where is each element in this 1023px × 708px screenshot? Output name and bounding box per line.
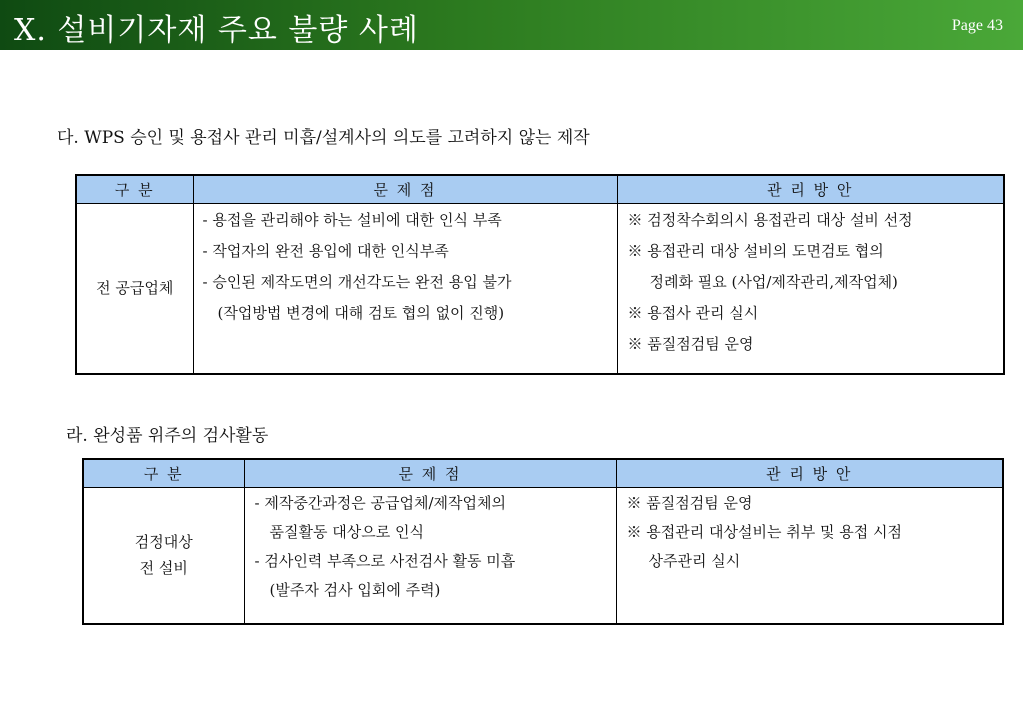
header-bar	[0, 0, 1023, 50]
header-problem: 문 제 점	[193, 175, 617, 204]
solution-cell	[617, 204, 1004, 374]
solution-cell	[616, 488, 1003, 624]
problem-item: (발주자 검사 입회에 주력)	[269, 581, 441, 599]
category-label: 검정대상	[134, 533, 193, 552]
table-row	[76, 204, 1004, 374]
header-category: 구 분	[83, 459, 244, 488]
table-header-row	[83, 459, 1003, 488]
problem-item: - 작업자의 완전 용입에 대한 인식부족	[202, 242, 449, 260]
problem-cell	[193, 204, 617, 374]
solution-item: ※ 품질점검팀 운영	[626, 494, 753, 512]
header-problem: 문 제 점	[244, 459, 616, 488]
category-label: 전 공급업체	[96, 279, 174, 298]
section2-title: 라. 완성품 위주의 검사활동	[66, 426, 269, 446]
problem-item: - 제작중간과정은 공급업체/제작업체의	[254, 494, 506, 512]
solution-item: ※ 품질점검팀 운영	[627, 335, 754, 353]
header-solution: 관 리 방 안	[616, 459, 1003, 488]
category-cell	[76, 204, 193, 374]
solution-item: 정례화 필요 (사업/제작관리,제작업체)	[649, 273, 898, 291]
problem-cell	[244, 488, 616, 624]
section2-table	[82, 458, 1004, 625]
section1-table	[75, 174, 1005, 375]
solution-item: ※ 용접관리 대상 설비의 도면검토 협의	[627, 242, 884, 260]
solution-item: ※ 용접사 관리 실시	[627, 304, 759, 322]
problem-item: - 검사인력 부족으로 사전검사 활동 미흡	[254, 552, 516, 570]
problem-item: (작업방법 변경에 대해 검토 협의 없이 진행)	[217, 304, 505, 322]
header-category: 구 분	[76, 175, 193, 204]
solution-item: 상주관리 실시	[648, 552, 741, 570]
problem-item: - 승인된 제작도면의 개선각도는 완전 용입 불가	[202, 273, 512, 291]
problem-item: 품질활동 대상으로 인식	[269, 523, 424, 541]
header-solution: 관 리 방 안	[617, 175, 1004, 204]
solution-item: ※ 용접관리 대상설비는 취부 및 용접 시점	[626, 523, 902, 541]
table-row	[83, 488, 1003, 624]
category-label: 전 설비	[139, 559, 188, 578]
page-number: Page 43	[951, 17, 1003, 34]
page-title: X. 설비기자재 주요 불량 사례	[14, 13, 419, 48]
section1-title: 다. WPS 승인 및 용접사 관리 미흡/설계사의 의도를 고려하지 않는 제작	[57, 128, 590, 148]
table-header-row	[76, 175, 1004, 204]
problem-item: - 용접을 관리해야 하는 설비에 대한 인식 부족	[202, 211, 502, 229]
category-cell	[83, 488, 244, 624]
solution-item: ※ 검정착수회의시 용접관리 대상 설비 선정	[627, 211, 913, 229]
